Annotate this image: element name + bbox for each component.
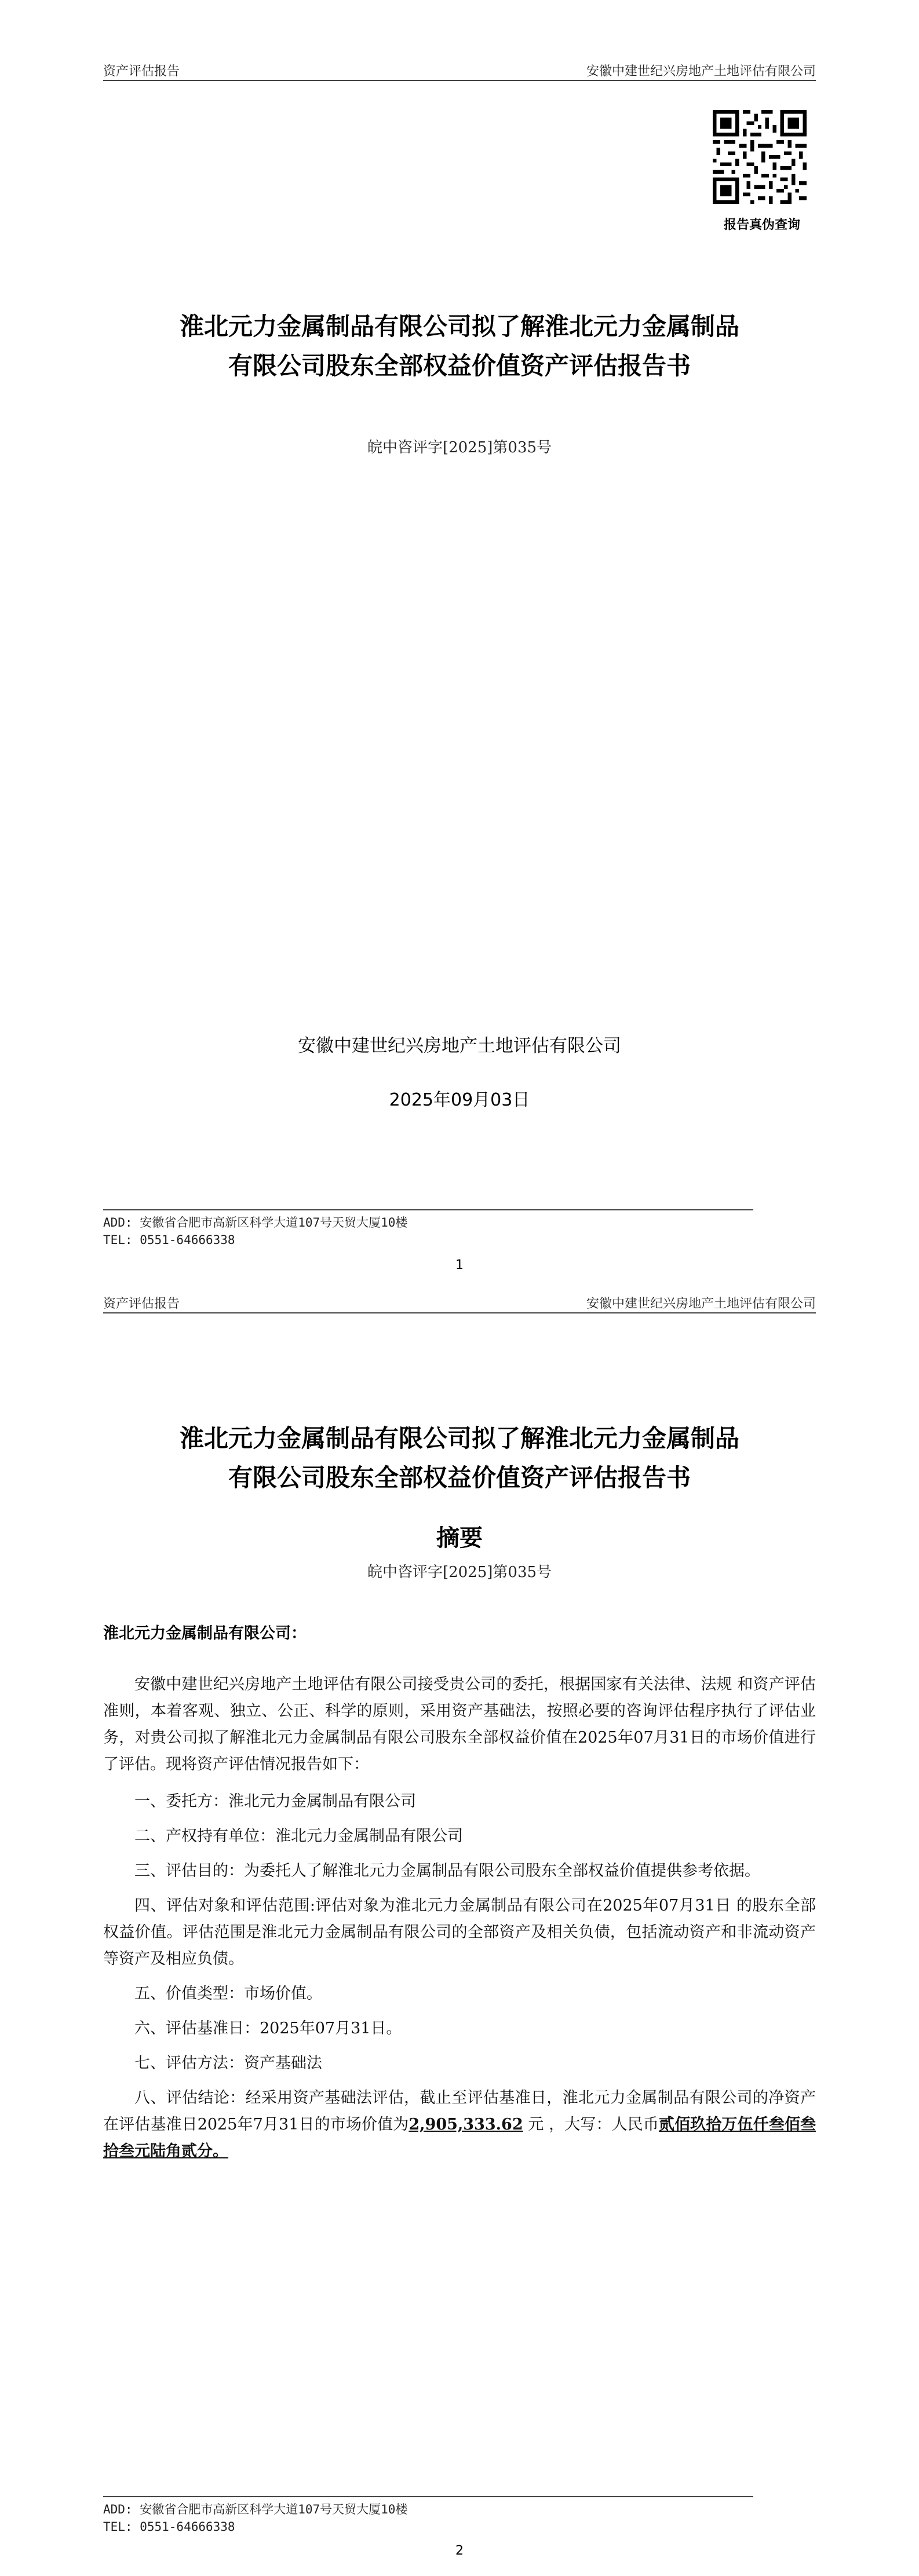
page-2 — [0, 1288, 919, 2576]
header-left: 资产评估报告 — [103, 1297, 180, 1311]
item-base-date: 六、评估基准日：2025年07月31日。 — [134, 2019, 402, 2037]
summary-body — [103, 1671, 816, 2173]
item-purpose: 三、评估目的：为委托人了解淮北元力金属制品有限公司股东全部权益价值提供参考依据。 — [134, 1862, 760, 1880]
cover-doc-number: 皖中咨评字[2025]第035号 — [367, 439, 552, 456]
header-left: 资产评估报告 — [103, 64, 180, 79]
header-right: 安徽中建世纪兴房地产土地评估有限公司 — [586, 64, 816, 79]
verification-qr[interactable] — [713, 110, 811, 233]
conclusion-prefix: 八、评估结论：经采用资产基础法评估，截止至评估基准日，淮北元力金属制品有限公司的净资产在评估基准日2025年7月31日的市场价值为 — [103, 2089, 816, 2134]
header-right: 安徽中建世纪兴房地产土地评估有限公司 — [586, 1297, 816, 1311]
item-scope: 四、评估对象和评估范围:评估对象为淮北元力金属制品有限公司在2025年07月31日 的股东全部权益价值。评估范围是淮北元力金属制品有限公司的全部资产及相关负债，包括流动资产和非流动资产等资产及相应负债。 — [103, 1897, 816, 1968]
cover-title-line-2: 有限公司股东全部权益价值资产评估报告书 — [228, 352, 691, 380]
footer-phone: TEL: 0551-64666338 — [103, 1233, 235, 1247]
item-value-type: 五、价值类型：市场价值。 — [134, 1985, 322, 2003]
item-method: 七、评估方法：资产基础法 — [134, 2054, 322, 2072]
header-divider — [103, 1312, 816, 1313]
conclusion-words: 贰佰玖拾万伍仟叁佰叁拾叁元陆角贰分。 — [103, 2116, 816, 2160]
footer-phone: TEL: 0551-64666338 — [103, 2520, 235, 2534]
footer-divider — [103, 2496, 753, 2497]
item-client: 一、委托方：淮北元力金属制品有限公司 — [134, 1792, 416, 1810]
cover-company: 安徽中建世纪兴房地产土地评估有限公司 — [298, 1035, 621, 1056]
intro-paragraph: 安徽中建世纪兴房地产土地评估有限公司接受贵公司的委托，根据国家有关法律、法规 和资产评估准则，本着客观、独立、公正、科学的原则，采用资产基础法，按照必要的咨询评估程序执行了评估业务，对贵公司拟了解淮北元力金属制品有限公司股东全部权益价值在2025年07月31日的市场价值进行了评估。现将资产评估情况报告如下： — [103, 1675, 816, 1773]
qr-code-icon — [713, 110, 807, 204]
page-number: 2 — [455, 2544, 464, 2558]
summary-title-line-2: 有限公司股东全部权益价值资产评估报告书 — [228, 1463, 691, 1492]
conclusion-amount: 2,905,333.62 — [409, 2116, 523, 2134]
footer — [103, 1214, 407, 1249]
header-divider — [103, 80, 816, 81]
running-header — [103, 1294, 816, 1310]
footer — [103, 2501, 407, 2535]
summary-heading: 摘要 — [436, 1525, 483, 1552]
cover-title-line-1: 淮北元力金属制品有限公司拟了解淮北元力金属制品 — [179, 312, 739, 341]
page-number: 1 — [455, 1258, 464, 1272]
footer-divider — [103, 1209, 753, 1210]
conclusion-mid: 元 ，大写：人民币 — [523, 2116, 659, 2134]
qr-label: 报告真伪查询 — [723, 218, 800, 232]
summary-title-line-1: 淮北元力金属制品有限公司拟了解淮北元力金属制品 — [179, 1424, 739, 1452]
summary-doc-number: 皖中咨评字[2025]第035号 — [367, 1564, 552, 1581]
footer-address: ADD: 安徽省合肥市高新区科学大道107号天贸大厦10楼 — [103, 2502, 408, 2516]
running-header — [103, 61, 816, 78]
summary-title — [0, 1419, 919, 1498]
item-owner: 二、产权持有单位：淮北元力金属制品有限公司 — [134, 1827, 463, 1845]
cover-date: 2025年09月03日 — [389, 1090, 530, 1110]
footer-address: ADD: 安徽省合肥市高新区科学大道107号天贸大厦10楼 — [103, 1216, 408, 1230]
addressee: 淮北元力金属制品有限公司： — [103, 1624, 307, 1642]
item-conclusion — [103, 2085, 816, 2165]
cover-title — [0, 307, 919, 386]
